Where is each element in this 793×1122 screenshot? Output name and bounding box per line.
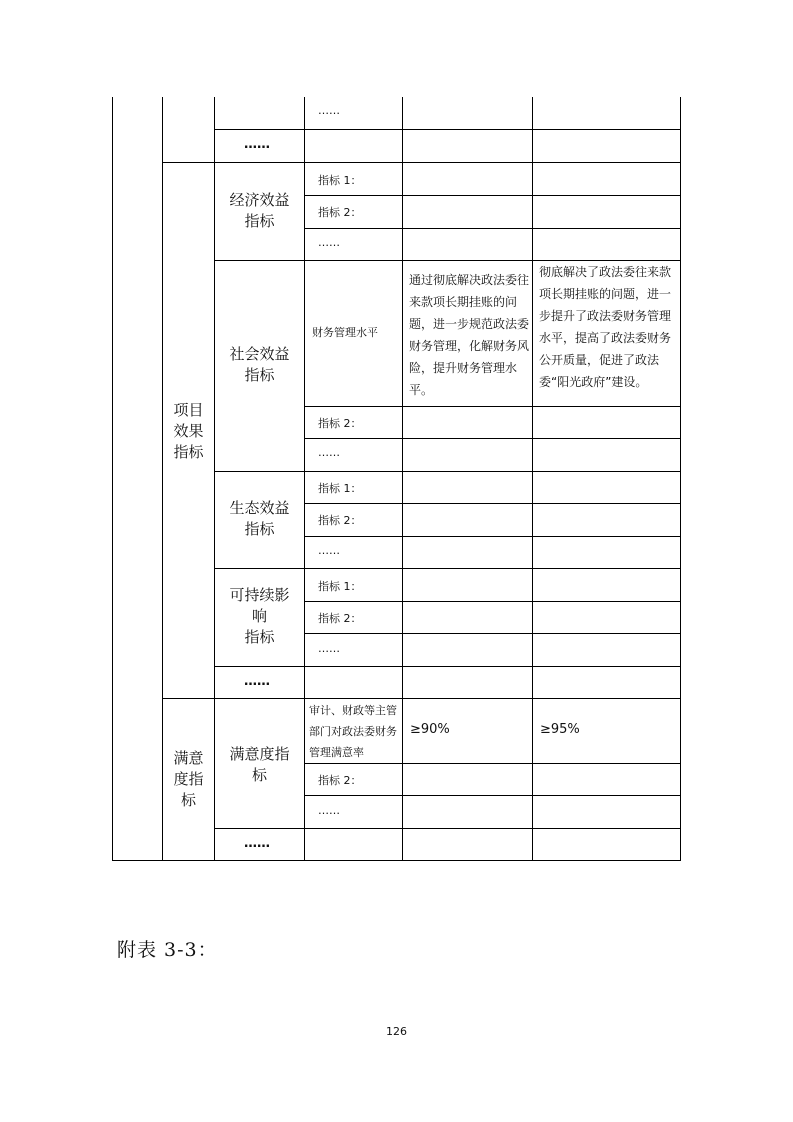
table-border-left xyxy=(112,97,113,860)
appendix-label: 附表 3-3： xyxy=(117,939,218,961)
indicator-label: 指标 2： xyxy=(318,206,362,219)
table-border-right xyxy=(680,97,681,860)
grid-line xyxy=(214,129,680,130)
indicator-ellipsis: …… xyxy=(318,104,340,117)
indicator-ellipsis: …… xyxy=(318,446,340,459)
grid-line xyxy=(304,195,680,196)
grid-line xyxy=(304,536,680,537)
indicator-label: 指标 2： xyxy=(318,612,362,625)
grid-line xyxy=(162,162,680,163)
secondary-label-economic: 经济效益指标 xyxy=(229,191,290,230)
indicator-label: 指标 2： xyxy=(318,417,362,430)
secondary-label-social: 社会效益指标 xyxy=(229,345,290,384)
indicator-label: 指标 1： xyxy=(318,580,362,593)
grid-line-col1 xyxy=(162,97,163,860)
actual-result-text: 彻底解决了政法委往来款项长期挂账的问题，进一步提升了政法委财务管理水平，提高了政法委财务公开质量，促进了政法委“阳光政府”建设。 xyxy=(539,265,672,389)
grid-line-col5 xyxy=(532,97,533,860)
secondary-label-sustainable: 可持续影 响 指标 xyxy=(229,586,290,646)
indicator-label: 指标 1： xyxy=(318,174,362,187)
category-label-effect xyxy=(163,400,214,463)
category-label-text: 项目效果指标 xyxy=(173,401,204,461)
secondary-ellipsis: …… xyxy=(244,137,270,152)
grid-line-col4 xyxy=(402,97,403,860)
secondary-label-satisfaction: 满意度指标 xyxy=(229,745,290,784)
secondary-ellipsis: …… xyxy=(244,674,270,689)
indicator-name: 审计、财政等主管部门对政法委财务管理满意率 xyxy=(309,704,397,759)
grid-line xyxy=(304,503,680,504)
indicator-label: 指标 2： xyxy=(318,774,362,787)
indicator-ellipsis: …… xyxy=(318,544,340,557)
indicator-name: 财务管理水平 xyxy=(312,326,378,339)
grid-line xyxy=(304,406,680,407)
indicator-label: 指标 1： xyxy=(318,482,362,495)
grid-line-col3 xyxy=(304,97,305,860)
grid-line xyxy=(304,763,680,764)
grid-line xyxy=(214,666,680,667)
grid-line xyxy=(304,228,680,229)
indicator-ellipsis: …… xyxy=(318,236,340,249)
annual-target-value: ≥90% xyxy=(410,722,450,737)
grid-line xyxy=(304,633,680,634)
table-border-bottom xyxy=(112,860,681,861)
grid-line xyxy=(304,438,680,439)
grid-line xyxy=(214,471,680,472)
grid-line xyxy=(304,601,680,602)
grid-line xyxy=(214,828,680,829)
grid-line xyxy=(214,568,680,569)
actual-result-value: ≥95% xyxy=(540,722,580,737)
annual-target-text: 通过彻底解决政法委往来款项长期挂账的问题，进一步规范政法委财务管理，化解财务风险，提升财务管理水平。 xyxy=(409,273,530,397)
page-number: 126 xyxy=(386,1025,407,1038)
grid-line xyxy=(304,795,680,796)
grid-line xyxy=(162,698,680,699)
indicator-ellipsis: …… xyxy=(318,642,340,655)
secondary-ellipsis: …… xyxy=(244,836,270,851)
category-label-satisfaction: 满意度指标 xyxy=(173,749,204,809)
indicator-ellipsis: …… xyxy=(318,804,340,817)
secondary-label-ecological: 生态效益指标 xyxy=(229,499,290,538)
indicator-label: 指标 2： xyxy=(318,514,362,527)
